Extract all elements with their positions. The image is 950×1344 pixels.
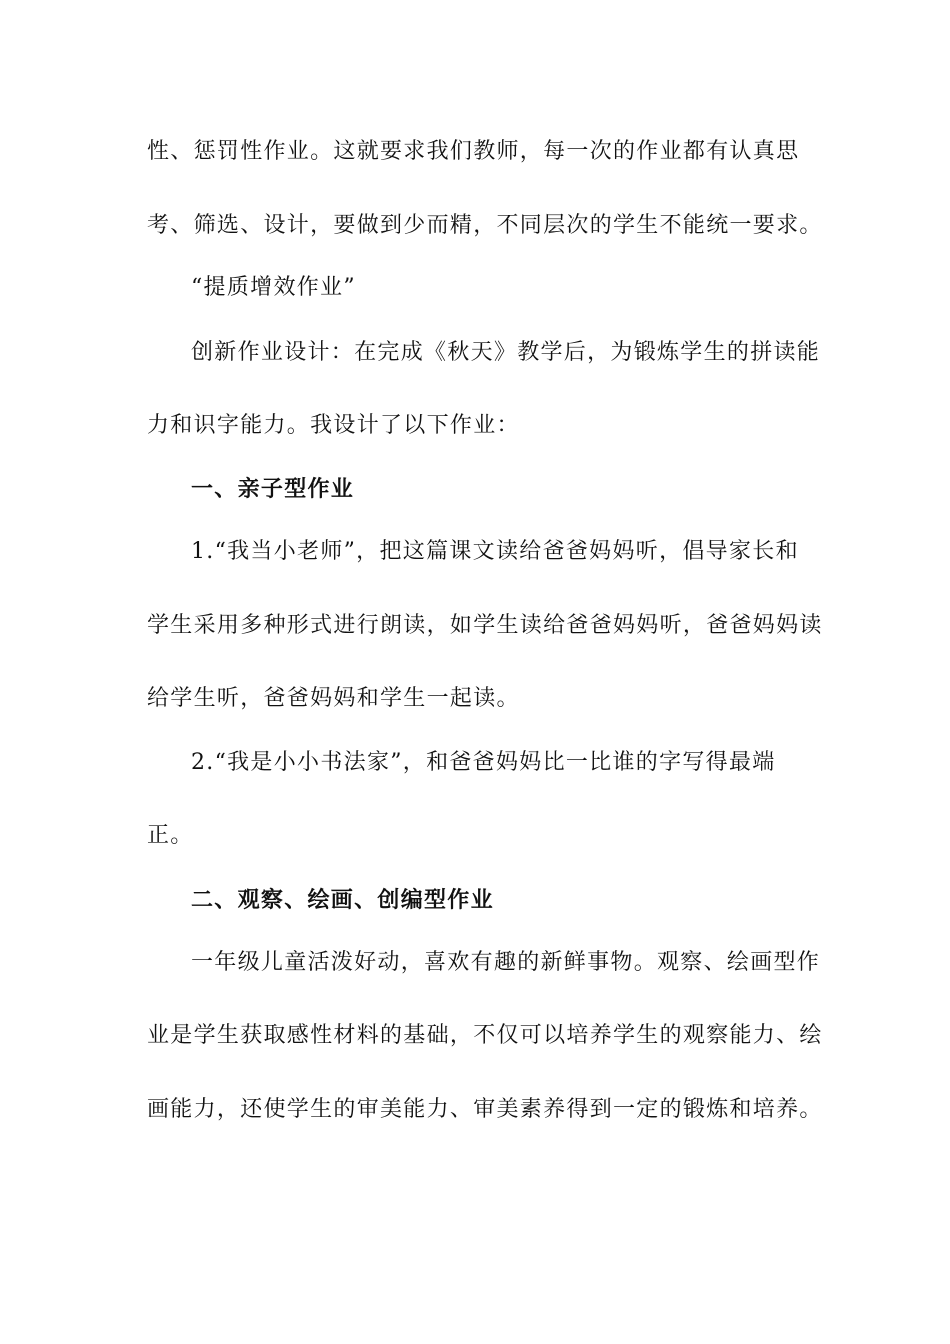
paragraph-line: 考、筛选、设计，要做到少而精，不同层次的学生不能统一要求。	[147, 213, 823, 238]
paragraph-line: 一年级儿童活泼好动，喜欢有趣的新鲜事物。观察、绘画型作	[191, 950, 821, 975]
section-heading: 二、观察、绘画、创编型作业	[191, 887, 494, 913]
paragraph-line: 业是学生获取感性材料的基础，不仅可以培养学生的观察能力、绘	[147, 1023, 823, 1048]
paragraph-line: 画能力，还使学生的审美能力、审美素养得到一定的锻炼和培养。	[147, 1097, 823, 1122]
paragraph-line: 给学生听，爸爸妈妈和学生一起读。	[147, 686, 520, 711]
paragraph-line: 学生采用多种形式进行朗读，如学生读给爸爸妈妈听，爸爸妈妈读	[147, 613, 823, 638]
quoted-heading: “提质增效作业”	[191, 275, 356, 300]
list-item-line: 1.“我当小老师”，把这篇课文读给爸爸妈妈听，倡导家长和	[191, 539, 799, 564]
section-heading: 一、亲子型作业	[191, 476, 355, 502]
paragraph-line: 正。	[147, 823, 194, 848]
list-item-line: 2.“我是小小书法家”，和爸爸妈妈比一比谁的字写得最端	[191, 750, 776, 775]
paragraph-line: 力和识字能力。我设计了以下作业：	[147, 413, 520, 438]
paragraph-line: 性、惩罚性作业。这就要求我们教师，每一次的作业都有认真思	[147, 139, 800, 164]
paragraph-line: 创新作业设计：在完成《秋天》教学后，为锻炼学生的拼读能	[191, 340, 821, 365]
